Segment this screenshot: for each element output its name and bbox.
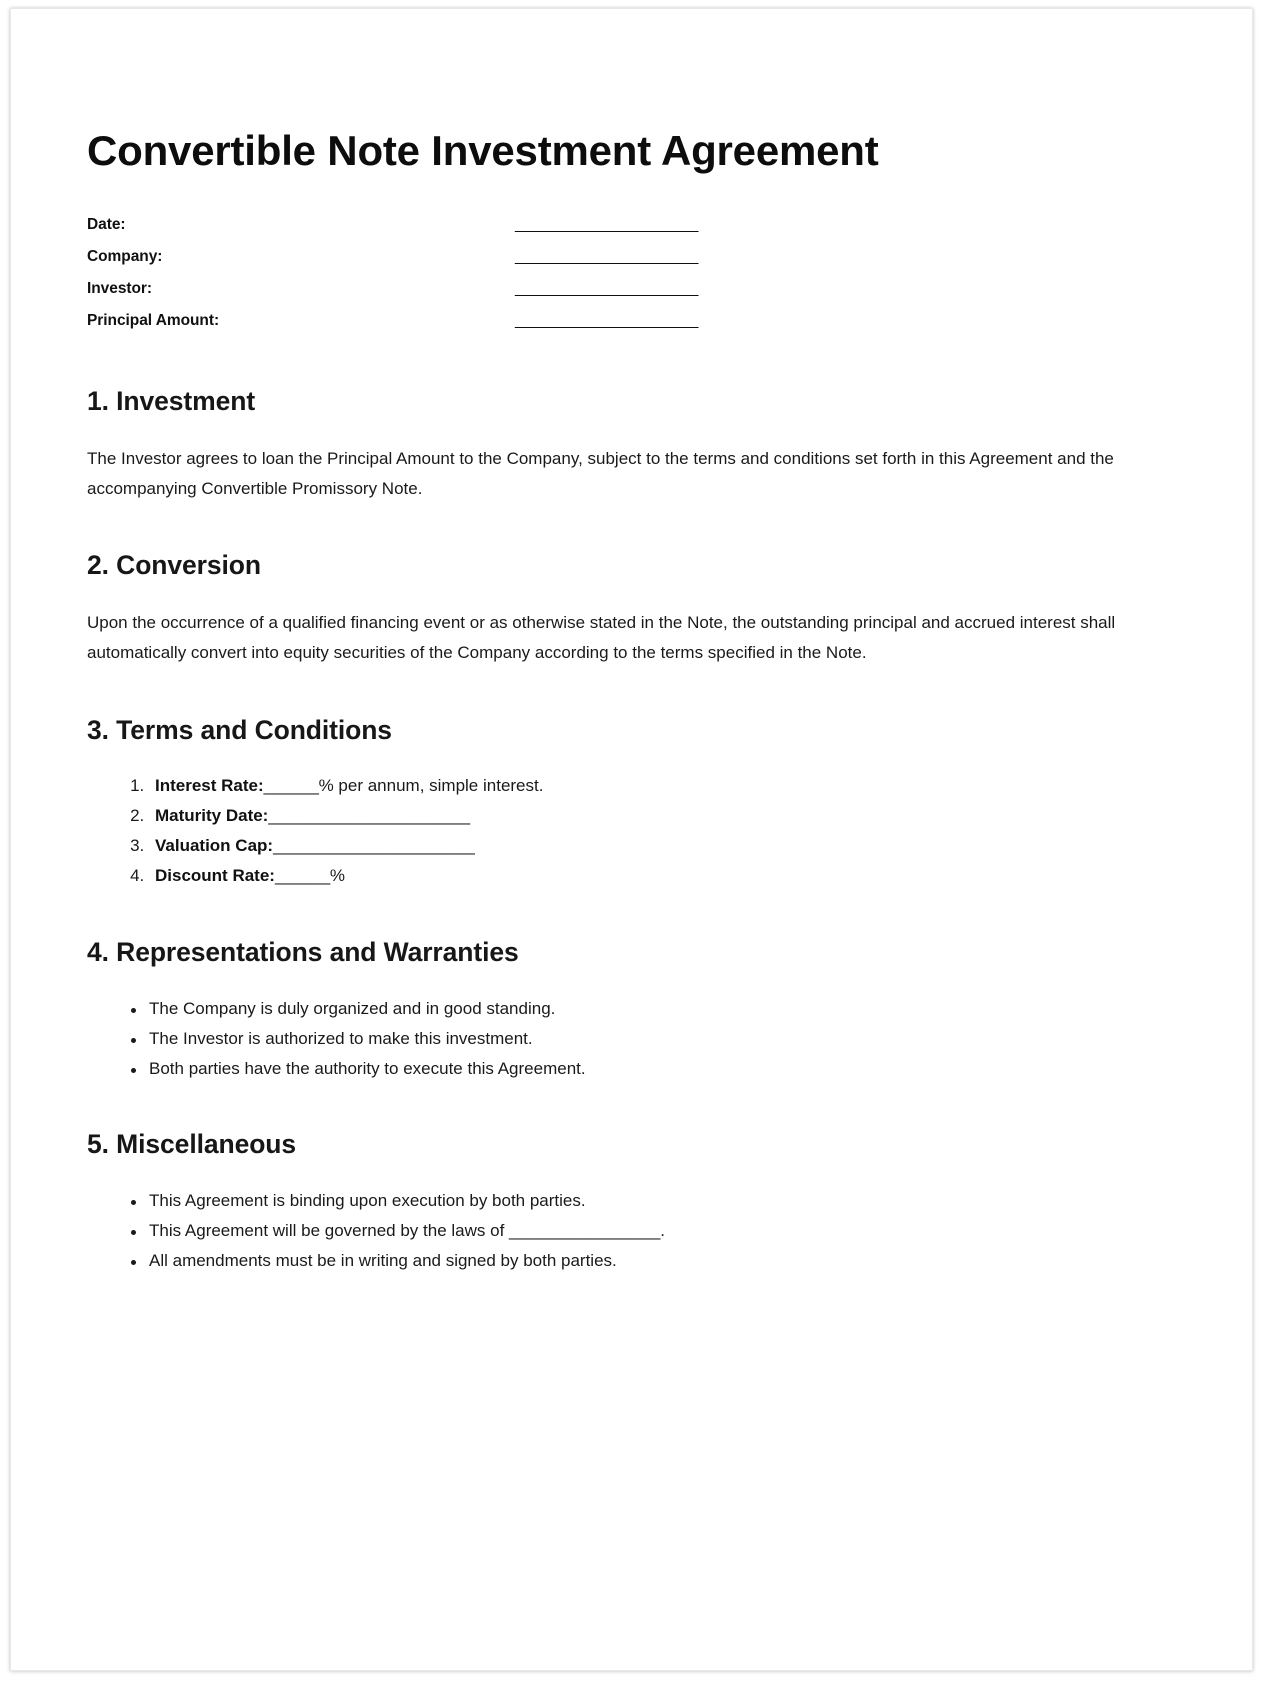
field-label-investor: Investor:	[87, 280, 153, 298]
section-investment	[87, 386, 1122, 504]
term-label-valuation-cap: Valuation Cap:	[155, 836, 274, 856]
term-label-interest-rate: Interest Rate:	[155, 776, 264, 796]
field-row-principal-amount	[87, 312, 1122, 330]
field-label-company: Company:	[87, 248, 163, 266]
list-item: Both parties have the authority to execute this Agreement.	[149, 1055, 1122, 1084]
document-page	[10, 8, 1253, 1671]
field-row-date	[87, 216, 1122, 234]
field-row-investor	[87, 280, 1122, 298]
document-body	[87, 127, 1122, 1277]
list-item: The Investor is authorized to make this investment.	[149, 1025, 1122, 1054]
field-blank-principal-amount[interactable]: ______________________	[515, 312, 699, 330]
section-representations-and-warranties	[87, 937, 1122, 1083]
section-heading-representations-and-warranties: 4. Representations and Warranties	[87, 936, 519, 967]
list-item	[149, 832, 1122, 861]
term-blank-interest-rate[interactable]: ______	[263, 776, 319, 796]
term-blank-maturity-date[interactable]: ______________________	[268, 806, 470, 826]
section-miscellaneous	[87, 1129, 1122, 1275]
section-terms-and-conditions	[87, 715, 1122, 891]
representations-list	[87, 995, 1122, 1084]
list-item	[149, 772, 1122, 801]
term-blank-valuation-cap[interactable]: ______________________	[273, 836, 475, 856]
terms-list	[87, 772, 1122, 891]
section-paragraph-conversion: Upon the occurrence of a qualified financing event or as otherwise stated in the Note, the outstanding principal and accrued interest shall automatically convert into equity securities of the Company according to the terms specified in the Note.	[87, 613, 1116, 663]
field-blank-company[interactable]: ______________________	[515, 248, 699, 266]
section-conversion	[87, 550, 1122, 668]
section-heading-miscellaneous: 5. Miscellaneous	[87, 1129, 297, 1160]
list-item	[149, 802, 1122, 831]
agreement-fields	[87, 216, 1122, 330]
term-label-discount-rate: Discount Rate:	[155, 866, 275, 886]
list-item	[149, 862, 1122, 891]
section-heading-investment: 1. Investment	[87, 386, 256, 417]
document-title: Convertible Note Investment Agreement	[87, 127, 879, 174]
term-label-maturity-date: Maturity Date:	[155, 806, 269, 826]
term-rest-discount-rate: %	[329, 866, 346, 886]
section-heading-terms-and-conditions: 3. Terms and Conditions	[87, 714, 392, 745]
list-item: All amendments must be in writing and signed by both parties.	[149, 1247, 1122, 1276]
section-heading-conversion: 2. Conversion	[87, 550, 261, 581]
field-blank-date[interactable]: ______________________	[515, 216, 699, 234]
list-item: This Agreement will be governed by the laws of ________________.	[149, 1217, 1122, 1246]
list-item: This Agreement is binding upon execution by both parties.	[149, 1187, 1122, 1216]
section-paragraph-investment: The Investor agrees to loan the Principal Amount to the Company, subject to the terms and conditions set forth in this Agreement and the accompanying Convertible Promissory Note.	[87, 448, 1114, 499]
miscellaneous-list	[87, 1187, 1122, 1276]
field-label-date: Date:	[87, 216, 126, 234]
field-row-company	[87, 248, 1122, 266]
field-blank-investor[interactable]: ______________________	[515, 280, 699, 298]
term-rest-interest-rate: % per annum, simple interest.	[318, 776, 544, 796]
term-blank-discount-rate[interactable]: ______	[274, 866, 330, 886]
field-label-principal-amount: Principal Amount:	[87, 312, 220, 330]
list-item: The Company is duly organized and in good standing.	[149, 995, 1122, 1024]
